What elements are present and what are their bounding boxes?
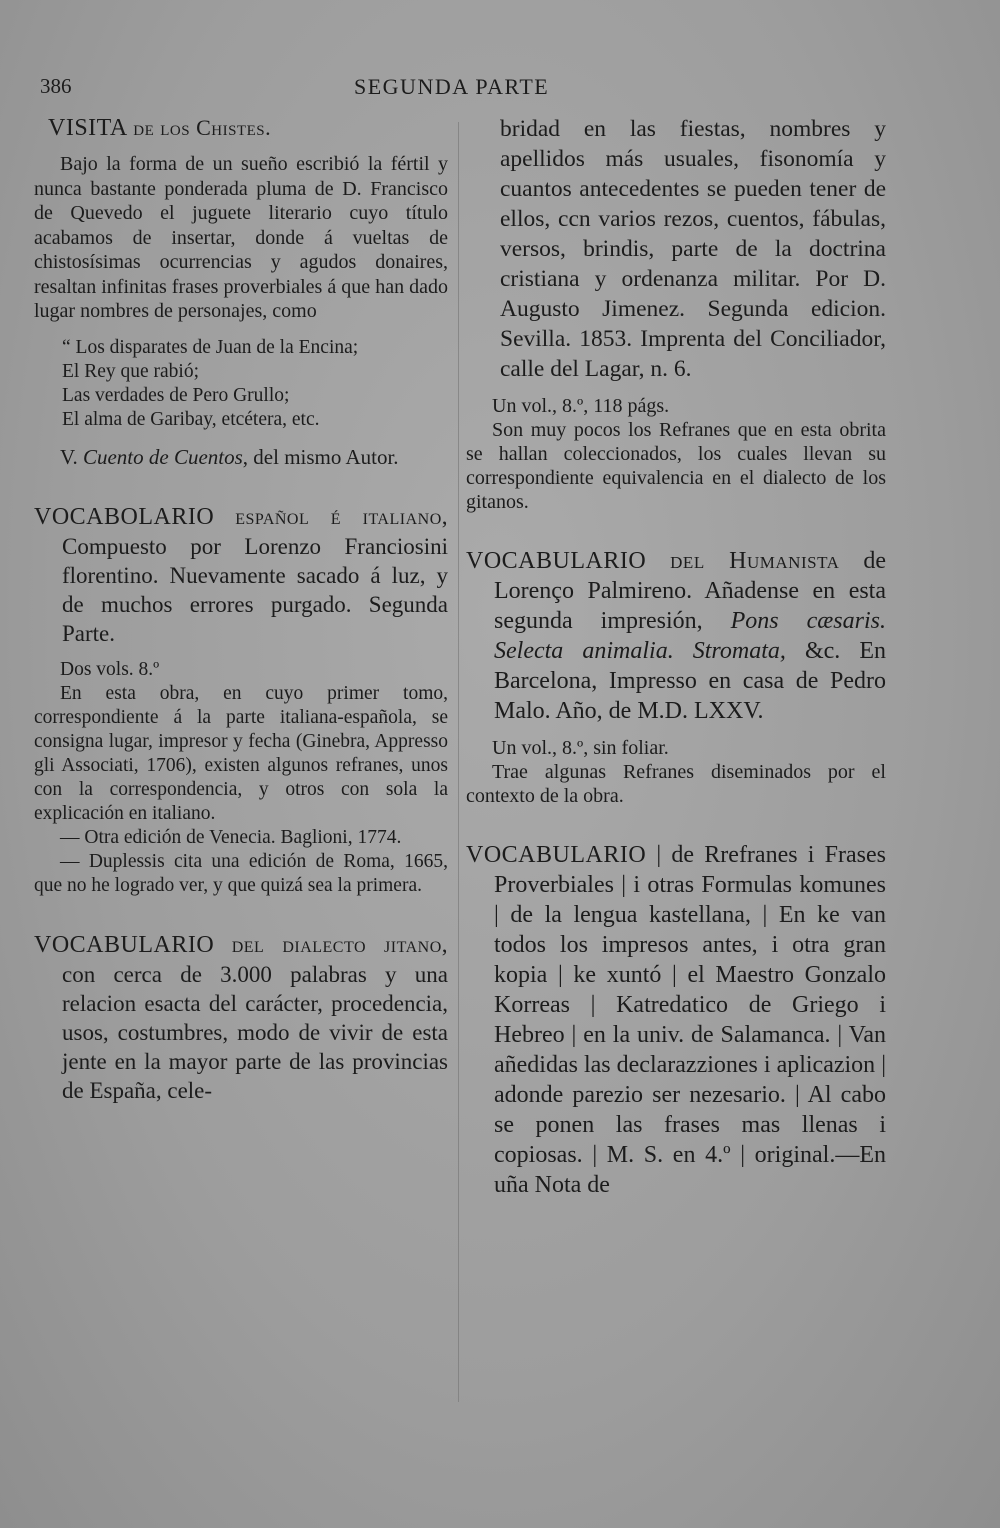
entry-vocabulario-jitano — [34, 930, 448, 1105]
entry-note: — Otra edición de Venecia. Baglioni, 1774. — [60, 826, 402, 848]
entry-visita — [34, 114, 448, 470]
entry-vocabulario-humanista — [466, 546, 886, 808]
entry-heading-smallcaps: del dialecto jitano, — [231, 931, 449, 957]
quote-line: Las verdades de Pero Grullo; — [62, 384, 290, 406]
entry-body: Bajo la forma de un sueño escribió la fértil y nunca bastante ponderada pluma de D. Francisco de Quevedo el juguete literario cuyo título acabamos de insertar, donde á vueltas de chistosísimas ocurrencias y agudos donaires, resaltan infinitas frases proverbiales á que han dado lugar nombres de personajes, como — [34, 153, 448, 322]
entry-heading-rest: | de Rrefranes i Frases Proverbiales | i otras Formulas komunes | de la lengua kastellana, | En ke van todos los impresos antes, i otra gran kopia | ke xuntó | el Maestro Gonzalo Korreas | Katredatico de Griego i Hebreo | en la univ. de Salamanca. | Van añedidas las declarazziones i aplicazion | adonde parezio ser nezesario. | Al cabo se ponen las frases mas llenas i copiosas. | M. S. en 4.º | original.—En uña Nota de — [494, 842, 886, 1198]
quote-line: El Rey que rabió; — [62, 360, 200, 382]
entry-heading — [466, 546, 886, 726]
entry-note: — Duplessis cita una edición de Roma, 1665, que no he logrado ver, y que quizá sea la primera. — [34, 850, 448, 896]
see-also-prefix: V. — [60, 444, 78, 469]
quote-block — [34, 336, 448, 432]
entry-heading-rest: de los Chistes. — [133, 115, 272, 140]
entry-vocabolario-italiano — [34, 502, 448, 898]
entry-headword: VOCABULARIO — [34, 931, 215, 958]
entry-heading-smallcaps: del Humanista — [670, 548, 840, 574]
entry-headword: VOCABOLARIO — [34, 503, 215, 530]
left-column — [34, 114, 448, 1105]
right-column — [466, 114, 886, 1200]
entry-headword: VISITA — [48, 115, 128, 141]
entry-body: Son muy pocos los Refranes que en esta obrita se hallan coleccionados, los cuales llevan su correspondiente equivalencia en el dialecto de los gitanos. — [466, 419, 886, 513]
entry-heading-italic: Pons cæsaris. Selecta animalia. Stromata, — [494, 608, 886, 664]
entry-heading-smallcaps: español é italiano, — [235, 503, 449, 529]
running-title: SEGUNDA PARTE — [354, 74, 550, 99]
entry-volumes: Un vol., 8.º, sin foliar. — [492, 737, 669, 759]
entry-jitano-continued — [466, 114, 886, 514]
column-divider — [458, 122, 459, 1402]
entry-volumes: Un vol., 8.º, 118 págs. — [492, 395, 670, 417]
entry-headword: VOCABULARIO — [466, 548, 647, 574]
entry-headword: VOCABULARIO — [466, 842, 647, 868]
quote-line: El alma de Garibay, etcétera, etc. — [62, 408, 320, 430]
entry-volumes: Dos vols. 8.º — [60, 658, 160, 680]
page-header — [40, 74, 940, 104]
entry-body: Trae algunas Refranes diseminados por el contexto de la obra. — [466, 761, 886, 807]
entry-heading-rest: &c. En Barcelona, Impresso en casa de Pedro Malo. Año, de M.D. LXXV. — [494, 638, 887, 724]
entry-heading — [34, 930, 448, 1105]
entry-heading-continued: bridad en las fiestas, nombres y apellidos más usuales, fisonomía y cuantos antecedentes se pueden tener de ellos, ccn varios rezos, cuentos, fábulas, versos, brindis, parte de la doctrina cristiana y ordenanza militar. Por D. Augusto Jimenez. Segunda edicion. Sevilla. 1853. Imprenta del Conciliador, calle del Lagar, n. 6. — [500, 116, 886, 382]
entry-body: En esta obra, en cuyo primer tomo, correspondiente á la parte italiana-española, se consigna lugar, impresor y fecha (Ginebra, Appresso gli Associati, 1706), existen algunos refranes, unos con la correspondencia, y otros con sola la explicación en italiano. — [34, 682, 448, 824]
quote-line: “ Los disparates de Juan de la Encina; — [62, 336, 359, 358]
entry-heading-rest: con cerca de 3.000 palabras y una relacion esacta del carácter, procedencia, usos, costumbres, modo de vivir de esta jente en la mayor parte de las provincias de España, cele- — [62, 961, 448, 1103]
entry-heading — [466, 840, 886, 1200]
entry-heading-rest: Compuesto por Lorenzo Franciosini florentino. Nuevamente sacado á luz, y de muchos errores purgado. Segunda Parte. — [62, 533, 448, 646]
see-also-title: Cuento de Cuentos — [82, 444, 243, 469]
entry-vocabulario-rrefranes — [466, 840, 886, 1200]
entry-heading-rest: de Lorenço Palmireno. Añadense en esta segunda impresión, — [494, 548, 887, 634]
see-also-suffix: , del mismo Autor. — [242, 444, 399, 469]
see-also — [34, 444, 448, 470]
entry-heading — [34, 114, 448, 142]
entry-heading — [34, 502, 448, 648]
page-number: 386 — [40, 74, 72, 98]
